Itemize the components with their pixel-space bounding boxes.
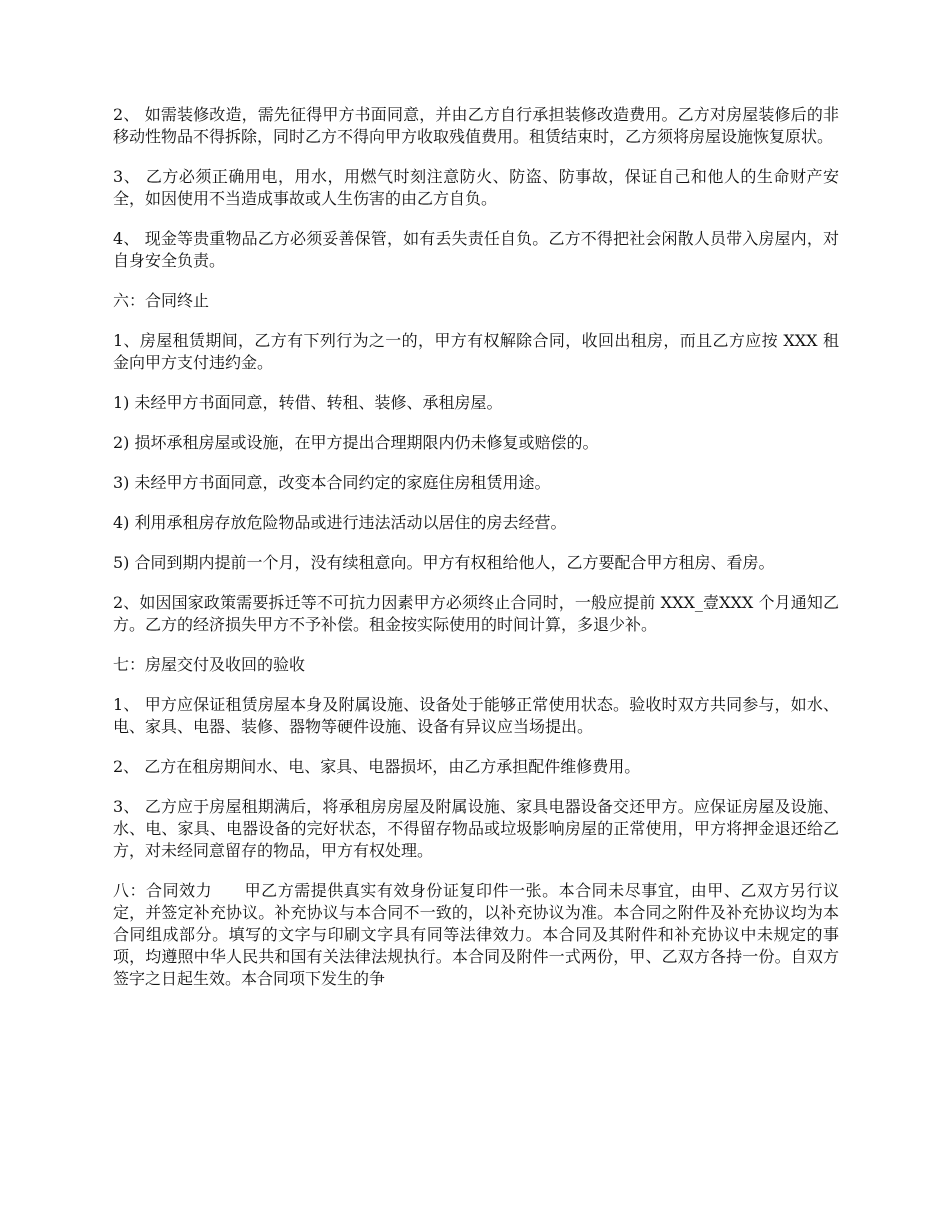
paragraph-contract-validity bbox=[113, 880, 839, 990]
section-heading-termination: 六：合同终止 bbox=[113, 291, 210, 310]
paragraph-termination-conditions: 1、房屋租赁期间，乙方有下列行为之一的，甲方有权解除合同，收回出租房，而且乙方应按 XXX 租金向甲方支付违约金。 bbox=[113, 331, 839, 372]
paragraph-return-property: 3、 乙方应于房屋租期满后，将承租房房屋及附属设施、家具电器设备交还甲方。应保证房屋及设施、水、电、家具、电器设备的完好状态，不得留存物品或垃圾影响房屋的正常使用，甲方将押金退还给乙方，对未经同意留存的物品，甲方有权处理。 bbox=[113, 797, 839, 860]
section-heading-handover: 七：房屋交付及收回的验收 bbox=[113, 655, 306, 674]
paragraph-handover-inspection: 1、 甲方应保证租赁房屋本身及附属设施、设备处于能够正常使用状态。验收时双方共同参与，如水、电、家具、电器、装修、器物等硬件设施、设备有异议应当场提出。 bbox=[113, 695, 839, 736]
list-item-usage-change: 3) 未经甲方书面同意，改变本合同约定的家庭住房租赁用途。 bbox=[113, 473, 551, 492]
validity-body: 甲乙方需提供真实有效身份证复印件一张。本合同未尽事宜，由甲、乙双方另行议定，并签定补充协议。补充协议与本合同不一致的，以补充协议为准。本合同之附件及补充协议均为本合同组成部分。填写的文字与印刷文字具有同等法律效力。本合同及其附件和补充协议中未规定的事项，均遵照中华人民共和国有关法律法规执行。本合同及附件一式两份，甲、乙双方各持一份。自双方签字之日起生效。本合同项下发生的争 bbox=[113, 881, 839, 988]
list-item-damage: 2) 损坏承租房屋或设施，在甲方提出合理期限内仍未修复或赔偿的。 bbox=[113, 433, 599, 452]
list-item-sublet: 1) 未经甲方书面同意，转借、转租、装修、承租房屋。 bbox=[113, 393, 503, 412]
section-heading-validity: 八：合同效力 bbox=[113, 881, 213, 900]
paragraph-renovation: 2、 如需装修改造，需先征得甲方书面同意，并由乙方自行承担装修改造费用。乙方对房屋装修后的非移动性物品不得拆除，同时乙方不得向甲方收取残值费用。租赁结束时，乙方须将房屋设施恢复原状。 bbox=[113, 105, 839, 146]
list-item-dangerous-goods: 4) 利用承租房存放危险物品或进行违法活动以居住的房去经营。 bbox=[113, 513, 567, 532]
paragraph-valuables: 4、 现金等贵重物品乙方必须妥善保管，如有丢失责任自负。乙方不得把社会闲散人员带入房屋内，对自身安全负责。 bbox=[113, 229, 839, 270]
paragraph-safety: 3、 乙方必须正确用电，用水，用燃气时刻注意防火、防盗、防事故，保证自己和他人的生命财产安全，如因使用不当造成事故或人生伤害的由乙方自负。 bbox=[113, 167, 839, 208]
document-page bbox=[113, 104, 839, 1008]
paragraph-repair-costs: 2、 乙方在租房期间水、电、家具、电器损坏，由乙方承担配件维修费用。 bbox=[113, 757, 641, 776]
paragraph-force-majeure: 2、如因国家政策需要拆迁等不可抗力因素甲方必须终止合同时，一般应提前 XXX_壹XXX 个月通知乙方。乙方的经济损失甲方不予补偿。租金按实际使用的时间计算，多退少补。 bbox=[113, 593, 839, 634]
list-item-no-renewal: 5) 合同到期内提前一个月，没有续租意向。甲方有权租给他人，乙方要配合甲方租房、看房。 bbox=[113, 553, 775, 572]
